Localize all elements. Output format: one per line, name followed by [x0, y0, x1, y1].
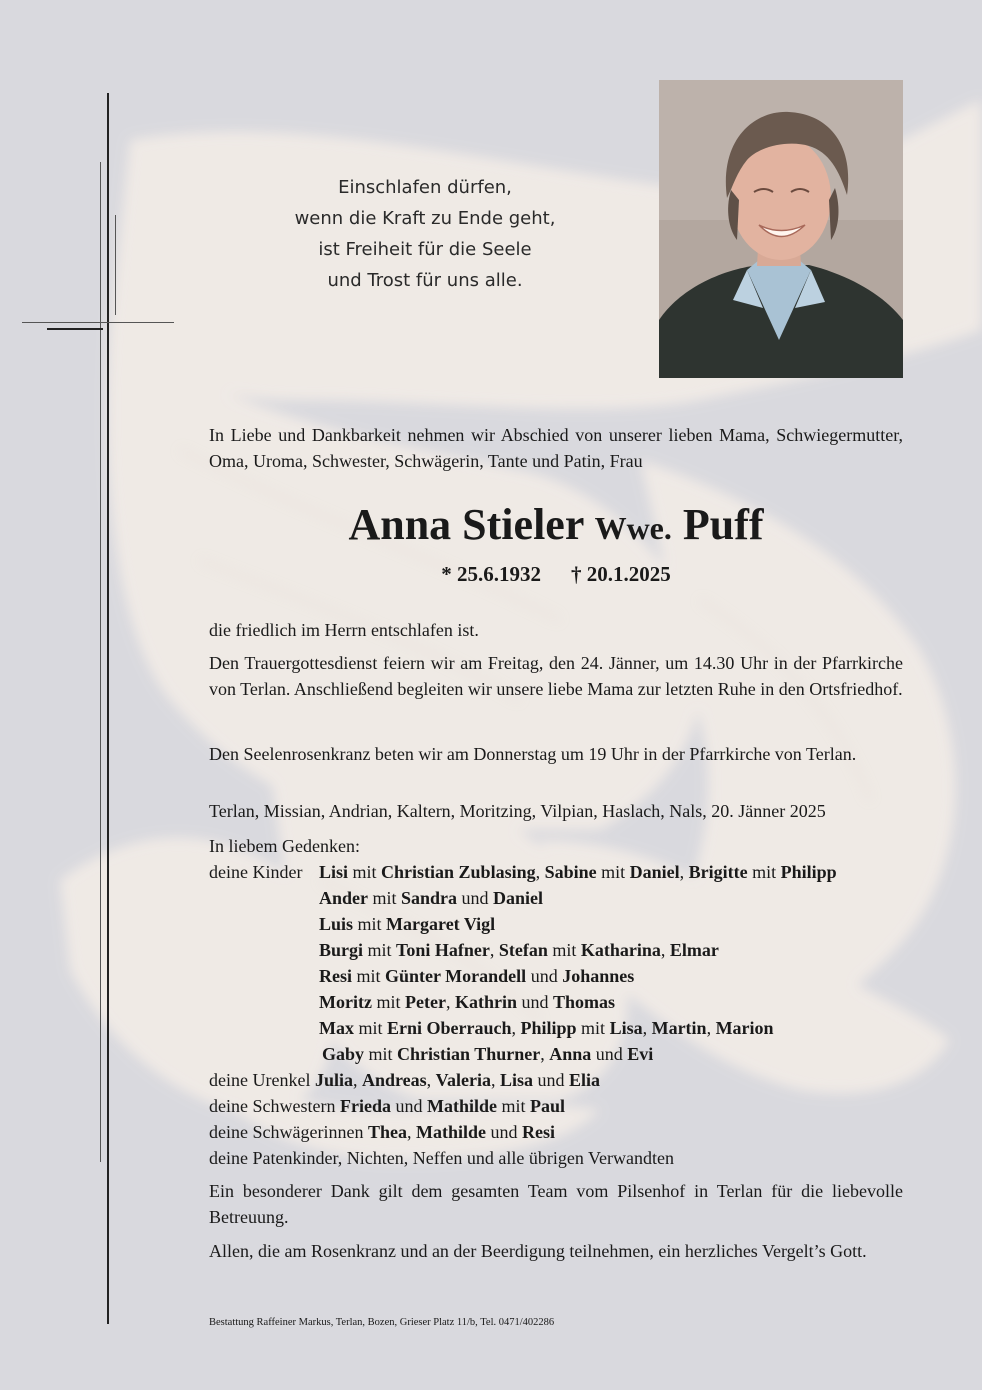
- paragraph-rosenkranz: Den Seelenrosenkranz beten wir am Donnerstag um 19 Uhr in der Pfarrkirche von Terlan.: [209, 744, 857, 764]
- family-connector: ,: [352, 1070, 362, 1090]
- family-name: Christian Thurner: [397, 1044, 541, 1064]
- family-connector: mit: [576, 1018, 610, 1038]
- family-name: Katharina: [580, 940, 661, 960]
- family-name: Moritz: [319, 992, 372, 1012]
- family-connector: und: [591, 1044, 628, 1064]
- family-name: Elia: [569, 1070, 601, 1090]
- family-connector: mit: [368, 888, 402, 908]
- family-connector: ,: [445, 992, 455, 1012]
- family-name: Lisa: [499, 1070, 533, 1090]
- family-connector: mit: [496, 1096, 530, 1116]
- poem-line: wenn die Kraft zu Ende geht,: [294, 208, 556, 229]
- family-name: Brigitte: [688, 862, 748, 882]
- family-name: Daniel: [629, 862, 680, 882]
- deceased-name: [200, 497, 912, 556]
- poem-line: und Trost für uns alle.: [327, 270, 523, 291]
- children-row: [209, 1015, 903, 1041]
- paragraph-dank: Ein besonderer Dank gilt dem gesamten Team vom Pilsenhof in Terlan für die liebevolle Betreuung.: [209, 1181, 903, 1227]
- family-connector: ,: [642, 1018, 652, 1038]
- family-name: Mathilde: [415, 1122, 486, 1142]
- family-connector: und: [533, 1070, 569, 1090]
- children-row: [209, 885, 903, 911]
- family-name: Stefan: [498, 940, 548, 960]
- family-connector: ,: [511, 1018, 521, 1038]
- relatives-row: [209, 1067, 903, 1093]
- family-connector: deine Schwägerinnen: [209, 1122, 368, 1142]
- children-row: [209, 859, 903, 885]
- family-connector: mit: [747, 862, 781, 882]
- family-connector: mit: [353, 914, 387, 934]
- poem: [240, 172, 610, 296]
- children-row: [209, 1041, 903, 1067]
- family-list: [209, 833, 903, 1171]
- family-connector: mit: [363, 940, 397, 960]
- family-name: Christian Zublasing: [381, 862, 536, 882]
- family-name: Philipp: [780, 862, 837, 882]
- family-name: Valeria: [435, 1070, 491, 1090]
- family-connector: und: [516, 992, 553, 1012]
- paragraph-entschlafen: die friedlich im Herrn entschlafen ist.: [209, 620, 479, 640]
- family-connector: ,: [490, 1070, 500, 1090]
- family-name: Marion: [715, 1018, 774, 1038]
- funeral-home-footer: Bestattung Raffeiner Markus, Terlan, Bozen, Grieser Platz 11/b, Tel. 0471/402286: [209, 1317, 555, 1328]
- children-label: deine Kinder: [209, 862, 303, 882]
- family-name: Ander: [319, 888, 368, 908]
- widow-abbrev: Wwe.: [594, 510, 672, 546]
- family-name: Peter: [404, 992, 446, 1012]
- family-connector: und: [457, 888, 494, 908]
- intro-text: In Liebe und Dankbarkeit nehmen wir Abschied von unserer lieben Mama, Schwiegermutter, Oma, Uroma, Schwester, Schwägerin, Tante und Patin, Frau: [209, 425, 903, 471]
- family-name: Sabine: [544, 862, 597, 882]
- children-list: [209, 859, 903, 1067]
- family-name: Julia: [314, 1070, 353, 1090]
- death-date: † 20.1.2025: [571, 562, 671, 586]
- family-name: Gaby: [322, 1044, 365, 1064]
- family-name: Resi: [521, 1122, 555, 1142]
- family-connector: ,: [535, 862, 545, 882]
- family-heading: In liebem Gedenken:: [209, 836, 360, 856]
- poem-line: Einschlafen dürfen,: [338, 177, 512, 198]
- children-row: [209, 937, 903, 963]
- family-connector: deine Patenkinder, Nichten, Neffen und alle übrigen Verwandten: [209, 1148, 674, 1168]
- family-name: Philipp: [520, 1018, 577, 1038]
- family-name: Resi: [319, 966, 352, 986]
- family-name: Martin: [651, 1018, 707, 1038]
- family-name: Frieda: [339, 1096, 391, 1116]
- paragraph-trauergottesdienst: Den Trauergottesdienst feiern wir am Freitag, den 24. Jänner, um 14.30 Uhr in der Pfarrkirche von Terlan. Anschließend begleiten wir unsere liebe Mama zur letzten Ruhe in den Ortsfriedhof.: [209, 653, 903, 699]
- family-name: Thomas: [552, 992, 615, 1012]
- family-connector: mit: [371, 992, 405, 1012]
- family-name: Lisa: [609, 1018, 643, 1038]
- paragraph-places-date: Terlan, Missian, Andrian, Kaltern, Moritzing, Vilpian, Haslach, Nals, 20. Jänner 2025: [209, 801, 826, 821]
- family-name: Johannes: [562, 966, 635, 986]
- relatives-row: [209, 1145, 903, 1171]
- family-name: Thea: [367, 1122, 407, 1142]
- family-name: Günter Morandell: [385, 966, 527, 986]
- portrait-photo: [659, 80, 903, 378]
- first-name: Anna Stieler: [348, 500, 584, 549]
- family-connector: ,: [540, 1044, 550, 1064]
- family-name: Daniel: [493, 888, 544, 908]
- children-row: [209, 989, 903, 1015]
- family-name: Toni Hafner: [396, 940, 490, 960]
- family-connector: und: [485, 1122, 522, 1142]
- family-name: Mathilde: [426, 1096, 497, 1116]
- family-connector: mit: [547, 940, 581, 960]
- family-name: Andreas: [361, 1070, 427, 1090]
- family-connector: ,: [679, 862, 689, 882]
- family-name: Max: [319, 1018, 354, 1038]
- family-name: Paul: [529, 1096, 565, 1116]
- family-connector: ,: [426, 1070, 436, 1090]
- family-connector: mit: [596, 862, 630, 882]
- family-connector: ,: [406, 1122, 416, 1142]
- family-connector: und: [390, 1096, 427, 1116]
- family-name: Sandra: [401, 888, 458, 908]
- relatives-row: [209, 1119, 903, 1145]
- family-connector: ,: [489, 940, 499, 960]
- family-connector: ,: [660, 940, 670, 960]
- surname: Puff: [682, 500, 764, 549]
- family-name: Luis: [319, 914, 354, 934]
- poem-line: ist Freiheit für die Seele: [318, 239, 532, 260]
- family-connector: mit: [364, 1044, 398, 1064]
- family-name: Anna: [549, 1044, 592, 1064]
- relatives-row: [209, 1093, 903, 1119]
- children-row: [209, 911, 903, 937]
- family-name: Kathrin: [454, 992, 517, 1012]
- family-name: Margaret Vigl: [386, 914, 496, 934]
- relatives-list: [209, 1067, 903, 1171]
- family-connector: deine Urenkel: [209, 1070, 315, 1090]
- paragraph-vergelts-gott: Allen, die am Rosenkranz und an der Beerdigung teilnehmen, ein herzliches Vergelt’s Gott.: [209, 1241, 867, 1261]
- family-name: Evi: [627, 1044, 654, 1064]
- family-connector: ,: [706, 1018, 716, 1038]
- family-connector: mit: [354, 1018, 388, 1038]
- family-name: Elmar: [669, 940, 719, 960]
- family-name: Lisi: [319, 862, 349, 882]
- family-name: Burgi: [319, 940, 364, 960]
- family-connector: mit: [352, 966, 386, 986]
- family-connector: mit: [348, 862, 382, 882]
- family-connector: und: [526, 966, 563, 986]
- life-dates: [200, 560, 912, 588]
- children-row: [209, 963, 903, 989]
- family-name: Erni Oberrauch: [387, 1018, 512, 1038]
- family-connector: deine Schwestern: [209, 1096, 340, 1116]
- birth-date: * 25.6.1932: [441, 562, 541, 586]
